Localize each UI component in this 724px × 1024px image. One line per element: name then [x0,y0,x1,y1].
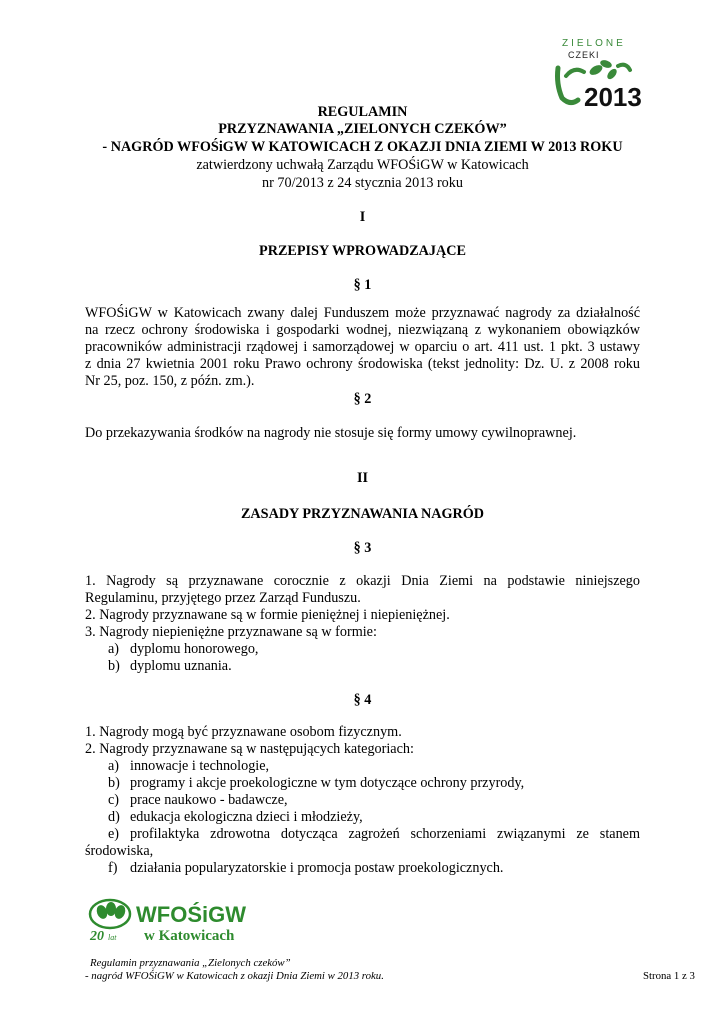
approval-line-2: nr 70/2013 z 24 stycznia 2013 roku [262,175,463,191]
logo-city: w Katowicach [144,928,235,944]
paragraph-4-sub-e-letter: e) [108,826,120,842]
paragraph-3-item-1-line: Regulaminu, przyjętego przez Zarząd Funduszu. [85,590,361,606]
paragraph-4-item-1: 1. Nagrody mogą być przyznawane osobom fizycznym. [85,724,402,740]
paragraph-3-sub-a-letter: a) [108,641,120,657]
paragraph-4-sub-d-letter: d) [108,809,120,825]
paragraph-3-sign: § 3 [353,540,372,556]
section-1-number: I [359,209,366,225]
logo-name: WFOŚiGW [136,902,246,927]
paragraph-1-line: z dnia 27 kwietnia 2001 roku Prawo ochrony środowiska (tekst jednolity: Dz. U. z 2008 roku [85,356,640,372]
paragraph-4-sub-d-text: edukacja ekologiczna dzieci i młodzieży, [130,809,363,825]
logo-line2: CZEKI [568,50,600,60]
logo-line1: ZIELONE [562,38,626,49]
paragraph-4-sub-c-letter: c) [108,792,120,808]
paragraph-3-sub-b-letter: b) [108,658,120,674]
paragraph-4-sub-a-letter: a) [108,758,120,774]
paragraph-2-text: Do przekazywania środków na nagrody nie stosuje się formy umowy cywilnoprawnej. [85,425,577,441]
paragraph-4-sub-a-text: innowacje i technologie, [130,758,270,774]
paragraph-2-sign: § 2 [353,391,372,407]
paragraph-3-item-3: 3. Nagrody niepieniężne przyznawane są w formie: [85,624,377,640]
paragraph-1-line: pracowników administracji rządowej i samorządowej w oparciu o art. 411 ust. 1 pkt. 3 ustawy [85,339,640,355]
page-number: Strona 1 z 3 [643,970,695,982]
wfosigw-logo [86,896,286,944]
logo-year: 2013 [584,82,642,112]
paragraph-4-item-2: 2. Nagrody przyznawane są w następujących kategoriach: [85,741,414,757]
paragraph-1-line: Nr 25, poz. 150, z późn. zm.). [85,373,255,389]
paragraph-4-sub-b-letter: b) [108,775,120,791]
paragraph-1-text [85,305,640,390]
paragraph-1-line: na rzecz ochrony środowiska i gospodarki wodnej, niezwiązaną z wykonaniem obowiązków [85,322,640,338]
paragraph-4-sub-e-continuation: środowiska, [85,843,154,859]
paragraph-1-line: WFOŚiGW w Katowicach zwany dalej Funduszem może przyznawać nagrody za działalność [85,305,640,321]
paragraph-3-item-1-line: 1. Nagrody są przyznawane corocznie z okazji Dnia Ziemi na podstawie niniejszego [85,573,640,589]
paragraph-3-item-2: 2. Nagrody przyznawane są w formie pieniężnej i niepieniężnej. [85,607,450,623]
paragraph-4-sub-b-text: programy i akcje proekologiczne w tym dotyczące ochrony przyrody, [130,775,525,791]
doc-title-2: PRZYZNAWANIA „ZIELONYCH CZEKÓW” [218,121,507,137]
zielone-czeki-logo [548,36,644,114]
paragraph-4-sign: § 4 [353,692,372,708]
logo-anniversary: 20 [90,929,104,944]
doc-title-3: - NAGRÓD WFOŚiGW W KATOWICACH Z OKAZJI DNIA ZIEMI W 2013 ROKU [102,139,623,155]
paragraph-3-item-1 [85,573,640,607]
paragraph-4-sub-e-text [130,826,640,843]
doc-title-1: REGULAMIN [317,104,408,120]
approval-line-1: zatwierdzony uchwałą Zarządu WFOŚiGW w Katowicach [196,157,529,173]
paragraph-1-sign: § 1 [353,277,372,293]
zielone-czeki-logo-graphic [548,36,644,114]
wfosigw-logo-graphic [86,896,286,944]
footer-line-2: - nagród WFOŚiGW w Katowicach z okazji Dnia Ziemi w 2013 roku. [85,970,384,982]
section-2-heading: ZASADY PRZYZNAWANIA NAGRÓD [240,506,485,522]
section-1-heading: PRZEPISY WPROWADZAJĄCE [259,243,466,259]
paragraph-3-sub-b-text: dyplomu uznania. [130,658,232,674]
paragraph-4-sub-f-letter: f) [108,860,118,876]
footer-line-1: Regulamin przyznawania „Zielonych czeków” [90,957,291,969]
paragraph-4-sub-f-text: działania popularyzatorskie i promocja postaw proekologicznych. [130,860,504,876]
section-2-number: II [356,470,369,486]
paragraph-4-sub-e-line: profilaktyka zdrowotna dotycząca zagrożeń schorzeniami związanymi ze stanem [130,826,640,842]
paragraph-4-sub-c-text: prace naukowo - badawcze, [130,792,288,808]
paragraph-3-sub-a-text: dyplomu honorowego, [130,641,259,657]
logo-anniversary-suffix: lat [108,933,117,942]
